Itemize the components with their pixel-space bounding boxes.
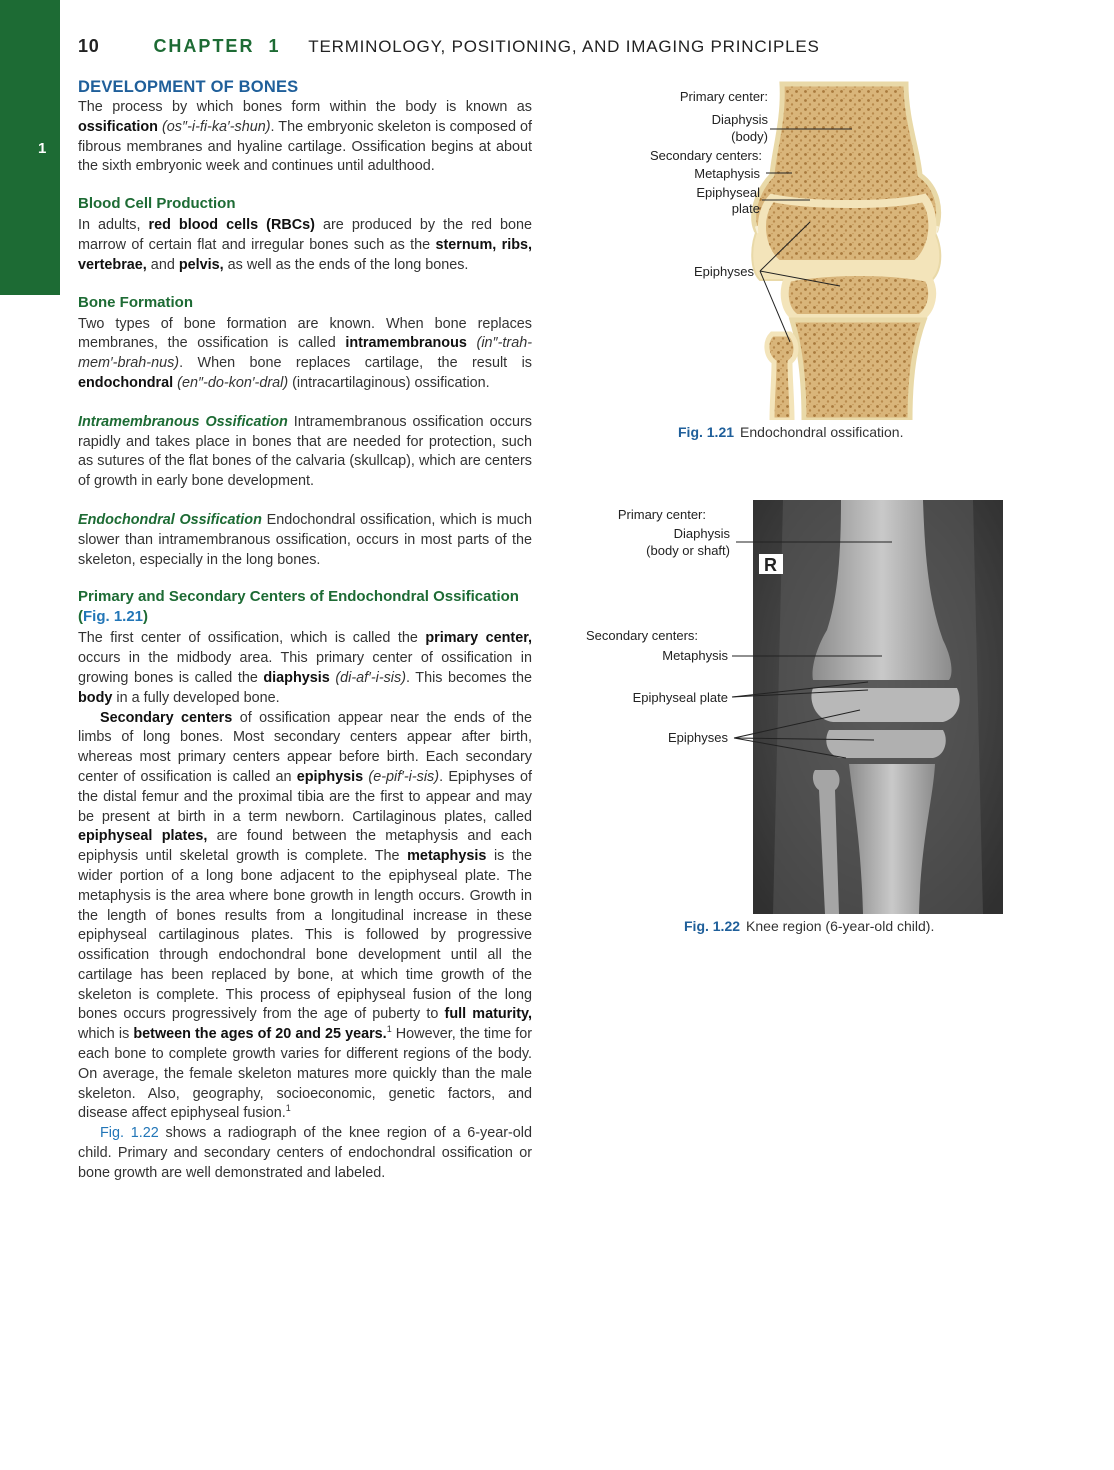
figure-1-22 bbox=[560, 500, 1080, 950]
chapter-tab-number: 1 bbox=[38, 140, 47, 157]
radiograph-paragraph: Fig. 1.22 shows a radiograph of the knee region of a 6-year-old child. Primary and secondary centers of endochondral ossification or bone growth are well demonstrated and labeled. bbox=[78, 1125, 532, 1181]
fig21-caption: Fig. 1.21 Endochondral ossification. bbox=[678, 424, 904, 440]
fig21-label-epiphyses: Epiphyses bbox=[694, 264, 754, 279]
heading-intramembranous: Intramembranous Ossification bbox=[78, 413, 288, 430]
heading-blood-cell-production: Blood Cell Production bbox=[78, 195, 236, 213]
page-number: 10 bbox=[78, 36, 100, 56]
heading-ossification-centers: Primary and Secondary Centers of Endochondral Ossification (Fig. 1.21) bbox=[78, 588, 519, 626]
fig22-leader-lines bbox=[560, 500, 1080, 914]
endochondral-illustration bbox=[560, 80, 1080, 420]
fig21-label-epiphyseal: Epiphyseal bbox=[696, 185, 760, 200]
fig22-caption: Fig. 1.22 Knee region (6-year-old child). bbox=[684, 918, 935, 934]
formation-paragraph: Two types of bone formation are known. When bone replaces membranes, the ossification is called intramembranous (in″-trah-mem′-brah-nus). When bone replaces cartilage, the result is endochondral (en″-do-kon′-dral) (intracartilaginous) ossification. bbox=[78, 315, 533, 391]
fig21-label-plate: plate bbox=[731, 201, 760, 216]
section-title: DEVELOPMENT OF BONES bbox=[78, 78, 299, 96]
blood-paragraph: In adults, red blood cells (RBCs) are produced by the red bone marrow of certain flat and irregular bones such as the sternum, ribs, vertebrae, and pelvis, as well as the ends of the long bones. bbox=[78, 217, 532, 273]
fig22-label-body-or-shaft: (body or shaft) bbox=[646, 543, 730, 558]
running-header bbox=[78, 36, 868, 57]
heading-endochondral: Endochondral Ossification bbox=[78, 511, 262, 528]
fig21-label-secondary-centers: Secondary centers: bbox=[649, 148, 762, 163]
fig21-label-body: (body) bbox=[731, 129, 768, 144]
fig-1-22-link[interactable]: Fig. 1.22 bbox=[100, 1125, 159, 1142]
radiograph-side-marker: R bbox=[764, 555, 777, 575]
intro-paragraph: The process by which bones form within the body is known as ossification (os″-i-fi-ka′-shun). The embryonic skeleton is composed of fibrous membranes and hyaline cartilage. Ossification begins at about the sixth embryonic week and continues until adulthood. bbox=[78, 99, 533, 175]
endochondral-paragraph: Endochondral Ossification Endochondral ossification, which is much slower than intramembranous ossification, occurs in most parts of the skeleton, especially in the long bones. bbox=[78, 511, 532, 568]
heading-bone-formation: Bone Formation bbox=[78, 293, 193, 311]
secondary-centers-paragraph: Secondary centers of ossification appear near the ends of the limbs of long bones. Most secondary centers appear after birth, whereas most primary centers appear before birth. Each secondary center of ossification is called an epiphysis (e-pif′-i-sis). Epiphyses of the distal femur and the proximal tibia are the first to appear and may be present at birth in a term newborn. Cartilaginous plates, called epiphyseal plates, are found between the metaphysis and each epiphysis until skeletal growth is complete. The metaphysis is the wider portion of a long bone adjacent to the epiphyseal plate. The metaphysis is the area where bone growth in length occurs. Growth in the length of bones results from a longitudinal increase in these epiphyseal cartilaginous plates. This is followed by progressive ossification through endochondral bone development until all the cartilage has been replaced by bone, at which time growth of the skeleton is complete. This process of epiphyseal fusion of the long bones occurs progressively from the age of puberty to full maturity, which is between the ages of 20 and 25 years.$^1$ However, the time for each bone to complete growth varies for different regions of the body. On average, the female skeleton matures more quickly than the male skeleton. Also, geography, socioeconomic, genetic factors, and disease affect epiphyseal fusion.$^1$ bbox=[78, 709, 532, 1122]
fig22-label-secondary-centers: Secondary centers: bbox=[586, 628, 699, 643]
fig22-label-primary-center: Primary center: bbox=[617, 507, 706, 522]
chapter-label: CHAPTER 1 bbox=[153, 36, 281, 56]
chapter-title: TERMINOLOGY, POSITIONING, AND IMAGING PRINCIPLES bbox=[308, 37, 820, 56]
fig22-label-diaphysis: Diaphysis bbox=[673, 526, 730, 541]
fig21-label-primary-center: Primary center: bbox=[679, 89, 768, 104]
fig22-label-epiphyses: Epiphyses bbox=[668, 730, 728, 745]
fig21-label-diaphysis: Diaphysis bbox=[711, 112, 768, 127]
fig22-label-epiphyseal-plate: Epiphyseal plate bbox=[632, 690, 728, 705]
intramembranous-paragraph: Intramembranous Ossification Intramembranous ossification occurs rapidly and takes place in bones that are needed for protection, such as sutures of the flat bones of the calvaria (skullcap), which are centers of growth in early bone development. bbox=[78, 413, 532, 490]
figure-1-21 bbox=[560, 80, 1080, 450]
fig-1-21-link[interactable]: Fig. 1.21 bbox=[83, 608, 144, 626]
fig22-label-metaphysis: Metaphysis bbox=[662, 648, 728, 663]
text-column bbox=[78, 76, 532, 1184]
chapter-side-tab bbox=[0, 0, 60, 295]
fig21-label-metaphysis: Metaphysis bbox=[694, 166, 760, 181]
primary-center-paragraph: The first center of ossification, which is called the primary center, occurs in the midbody area. This primary center of ossification in growing bones is called the diaphysis (di-af′-i-sis). This becomes the body in a fully developed bone. bbox=[78, 630, 533, 706]
